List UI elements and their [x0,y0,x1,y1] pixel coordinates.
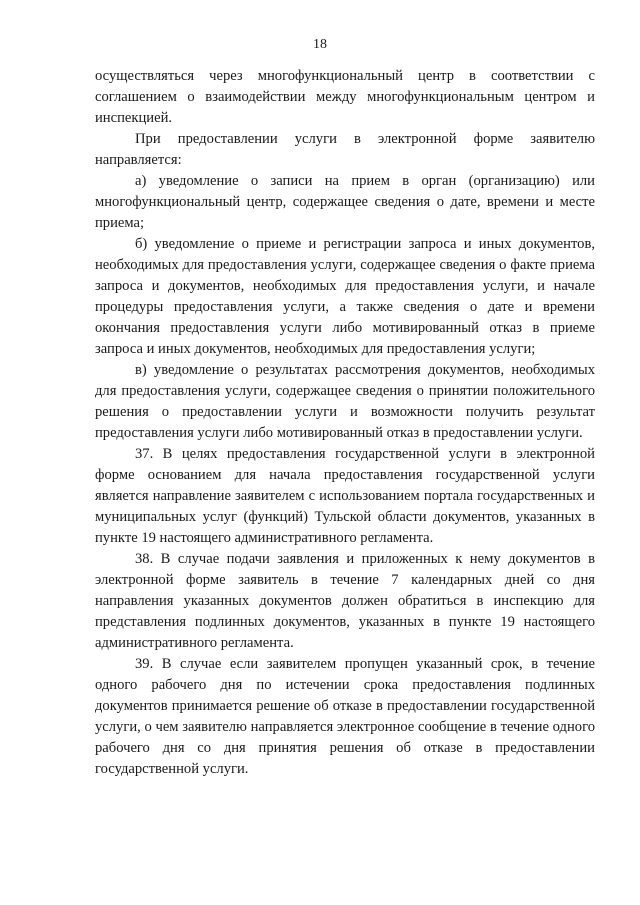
page-number: 18 [313,37,327,52]
paragraph-continuation: осуществляться через многофункциональный центр в соответствии с соглашением о взаимодействии между многофункциональным центром и инспекцией. [95,68,595,126]
paragraph-38: 38. В случае подачи заявления и приложенных к нему документов в электронной форме заявитель в течение 7 календарных дней со дня направления указанных документов должен обратиться в инспекцию для представления подлинных документов, указанных в пункте 19 настоящего административного регламента. [95,551,595,651]
paragraph-item-v: в) уведомление о результатах рассмотрения документов, необходимых для предоставления услуги, содержащее сведения о принятии положительного решения о предоставлении услуги и возможности получить результат предоставления услуги либо мотивированный отказ в предоставлении услуги. [95,362,595,441]
paragraph-electronic-form-notifications: При предоставлении услуги в электронной форме заявителю направляется: [95,131,595,168]
document-body [95,66,595,780]
paragraph-37: 37. В целях предоставления государственной услуги в электронной форме основанием для начала предоставления государственной услуги является направление заявителем с использованием портала государственных и муниципальных услуг (функций) Тульской области документов, указанных в пункте 19 настоящего административного регламента. [95,446,595,546]
paragraph-39: 39. В случае если заявителем пропущен указанный срок, в течение одного рабочего дня по истечении срока предоставления подлинных документов принимается решение об отказе в предоставлении государственной услуги, о чем заявителю направляется электронное сообщение в течение одного рабочего дня со дня принятия решения об отказе в предоставлении государственной услуги. [95,656,595,777]
paragraph-item-a: а) уведомление о записи на прием в орган (организацию) или многофункциональный центр, содержащее сведения о дате, времени и месте приема; [95,173,595,231]
paragraph-item-b: б) уведомление о приеме и регистрации запроса и иных документов, необходимых для предоставления услуги, содержащее сведения о факте приема запроса и документов, необходимых для предоставления услуги, и начале процедуры предоставления услуги, а также сведения о дате и времени окончания предоставления услуги либо мотивированный отказ в приеме запроса и иных документов, необходимых для предоставления услуги; [95,236,595,357]
